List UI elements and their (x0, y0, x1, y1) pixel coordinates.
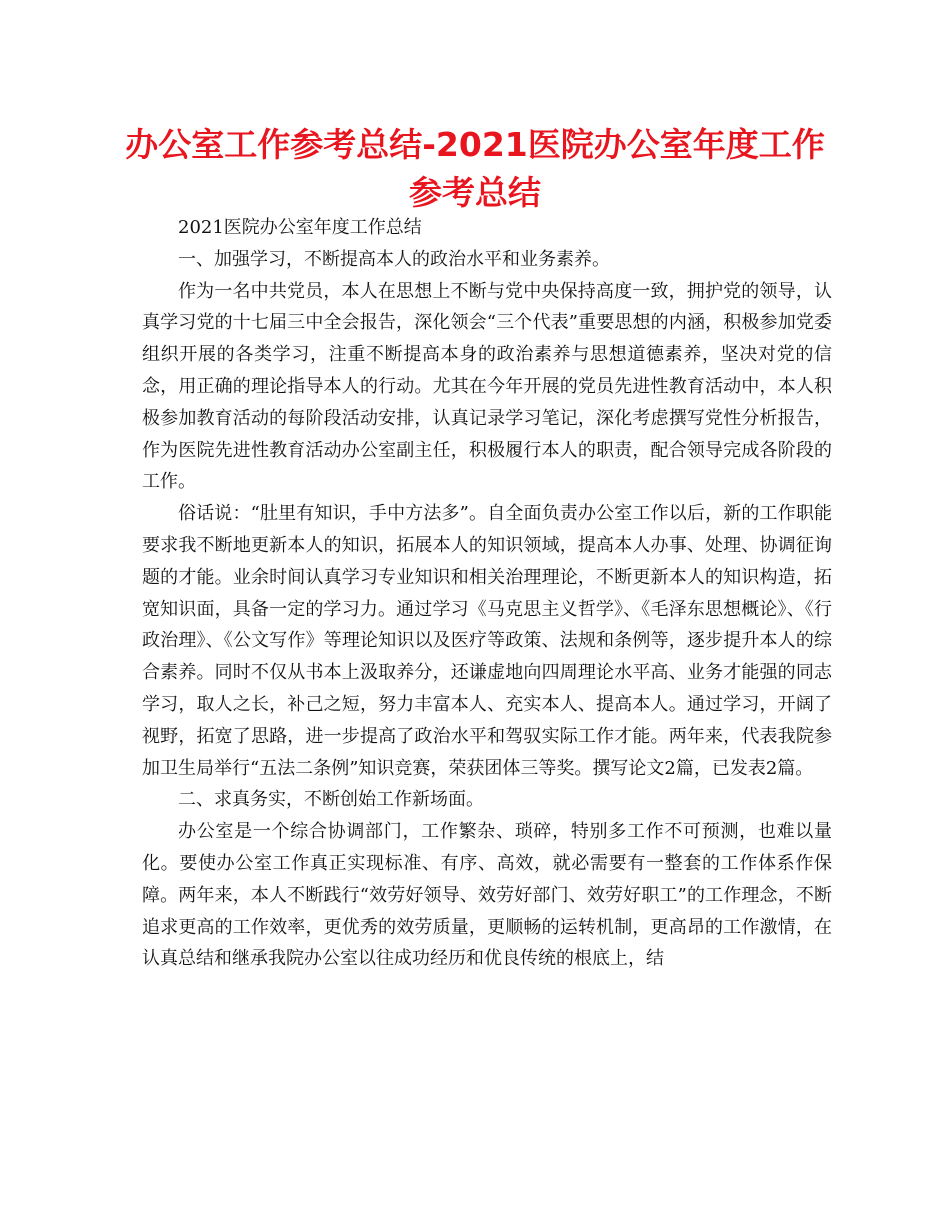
paragraph-body-3: 办公室是一个综合协调部门，工作繁杂、琐碎，特别多工作不可预测，也难以量化。要使办公室工作真正实现标准、有序、高效，就必需要有一整套的工作体系作保障。两年来，本人不断践行“效劳好领导、效劳好部门、效劳好职工”的工作理念，不断追求更高的工作效率，更优秀的效劳质量，更顺畅的运转机制，更高昂的工作激情，在认真总结和继承我院办公室以往成功经历和优良传统的根底上，结 (142, 821, 832, 970)
paragraph-subtitle: 2021医院办公室年度工作总结 (178, 217, 422, 238)
document-title-line-1: 办公室工作参考总结-2021医院办公室年度工作 (125, 125, 825, 164)
document-title-line-2: 参考总结 (409, 173, 541, 212)
paragraph-heading-2: 二、求真务实，不断创始工作新场面。 (178, 789, 484, 811)
document-body (142, 212, 832, 975)
paragraph-body-1: 作为一名中共党员，本人在思想上不断与党中央保持高度一致，拥护党的领导，认真学习党的十七届三中全会报告，深化领会“三个代表”重要思想的内涵，积极参加党委组织开展的各类学习，注重不断提高本身的政治素养与思想道德素养，坚决对党的信念，用正确的理论指导本人的行动。尤其在今年开展的党员先进性教育活动中，本人积极参加教育活动的每阶段活动安排，认真记录学习笔记，深化考虑撰写党性分析报告，作为医院先进性教育活动办公室副主任，积极履行本人的职责，配合领导完成各阶段的工作。 (142, 280, 832, 493)
paragraph-heading-1: 一、加强学习，不断提高本人的政治水平和业务素养。 (178, 248, 610, 270)
paragraph-body-2: 俗话说：“肚里有知识，手中方法多”。自全面负责办公室工作以后，新的工作职能要求我不断地更新本人的知识，拓展本人的知识领域，提高本人办事、处理、协调征询题的才能。业余时间认真学习专业知识和相关治理理论，不断更新本人的知识构造，拓宽知识面，具备一定的学习力。通过学习《马克思主义哲学》、《毛泽东思想概论》、《行政治理》、《公文写作》等理论知识以及医疗等政策、法规和条例等，逐步提升本人的综合素养。同时不仅从书本上汲取养分，还谦虚地向四周理论水平高、业务才能强的同志学习，取人之长，补己之短，努力丰富本人、充实本人、提高本人。通过学习，开阔了视野，拓宽了思路，进一步提高了政治水平和驾驭实际工作才能。两年来，代表我院参加卫生局举行“五法二条例”知识竞赛，荣获团体三等奖。撰写论文2篇，已发表2篇。 (142, 503, 832, 779)
